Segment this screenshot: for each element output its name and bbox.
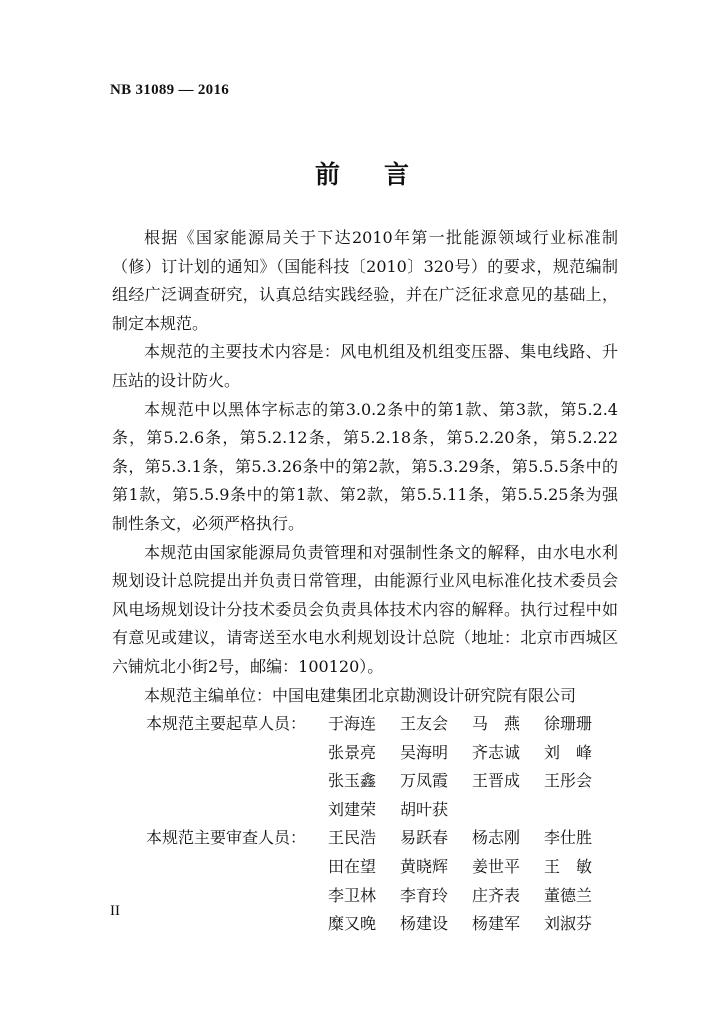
person-name: 吴海明 — [400, 742, 449, 762]
drafters-label: 本规范主要起草人员： — [146, 714, 307, 734]
reviewers-label: 本规范主要审查人员： — [146, 828, 307, 848]
page-number: II — [110, 903, 120, 919]
drafters-row — [112, 739, 618, 768]
drafters-list — [112, 710, 618, 824]
person-name: 王 敏 — [544, 857, 593, 877]
person-name: 杨建设 — [400, 914, 449, 934]
person-name: 易跃春 — [400, 828, 449, 848]
reviewers-list — [112, 824, 618, 938]
person-name: 黄晓辉 — [400, 857, 449, 877]
preface-body — [112, 224, 618, 939]
person-name: 徐珊珊 — [544, 714, 593, 734]
reviewers-row — [112, 910, 618, 939]
paragraph-management: 本规范由国家能源局负责管理和对强制性条文的解释，由水电水利规划设计总院提出并负责日常管理，由能源行业风电标准化技术委员会风电场规划设计分技术委员会负责具体技术内容的解释。执行过程中如有意见或建议，请寄送至水电水利规划设计总院（地址：北京市西城区六铺炕北小街2号，邮编：100120）。 — [112, 542, 618, 676]
person-name: 王民浩 — [328, 828, 377, 848]
paragraph-mandatory: 本规范中以黑体字标志的第3.0.2条中的第1款、第3款，第5.2.4条，第5.2.6条，第5.2.12条，第5.2.18条，第5.2.20条，第5.2.22条，第5.3.1条，第5.3.26条中的第2款，第5.3.29条，第5.5.5条中的第1款，第5.5.9条中的第1款、第2款，第5.5.11条，第5.5.25条为强制性条文，必须严格执行。 — [112, 399, 618, 533]
person-name: 马 燕 — [472, 714, 521, 734]
person-name: 杨志刚 — [472, 828, 521, 848]
person-name: 刘 峰 — [544, 742, 593, 762]
person-name: 李育玲 — [400, 885, 449, 905]
person-name: 刘建荣 — [328, 799, 377, 819]
reviewers-row — [112, 824, 618, 853]
person-name: 田在望 — [328, 857, 377, 877]
paragraph-basis: 根据《国家能源局关于下达2010年第一批能源领域行业标准制（修）订计划的通知》（国能科技〔2010〕320号）的要求，规范编制组经广泛调查研究，认真总结实践经验，并在广泛征求意见的基础上，制定本规范。 — [112, 228, 618, 333]
page-title: 前言 — [314, 160, 453, 189]
reviewers-row — [112, 853, 618, 882]
person-name: 王友会 — [400, 714, 449, 734]
person-name: 刘淑芬 — [544, 914, 593, 934]
drafters-row — [112, 796, 618, 825]
person-name: 万凤霞 — [400, 771, 449, 791]
person-name: 王晋成 — [472, 771, 521, 791]
person-name: 董德兰 — [544, 885, 593, 905]
person-name: 张景亮 — [328, 742, 377, 762]
person-name: 李卫林 — [328, 885, 377, 905]
person-name: 张玉鑫 — [328, 771, 377, 791]
person-name: 于海连 — [328, 714, 377, 734]
drafters-row — [112, 710, 618, 739]
paragraph-chief-unit: 本规范主编单位：中国电建集团北京勘测设计研究院有限公司 — [144, 685, 577, 705]
drafters-row — [112, 767, 618, 796]
standard-number: NB 31089 — 2016 — [110, 82, 230, 98]
person-name: 糜又晚 — [328, 914, 377, 934]
person-name: 胡叶获 — [400, 799, 449, 819]
person-name: 王彤会 — [544, 771, 593, 791]
paragraph-content: 本规范的主要技术内容是：风电机组及机组变压器、集电线路、升压站的设计防火。 — [112, 342, 618, 390]
person-name: 杨建军 — [472, 914, 521, 934]
person-name: 李仕胜 — [544, 828, 593, 848]
person-name: 姜世平 — [472, 857, 521, 877]
reviewers-row — [112, 882, 618, 911]
person-name: 齐志诚 — [472, 742, 521, 762]
person-name: 庄齐表 — [472, 885, 521, 905]
